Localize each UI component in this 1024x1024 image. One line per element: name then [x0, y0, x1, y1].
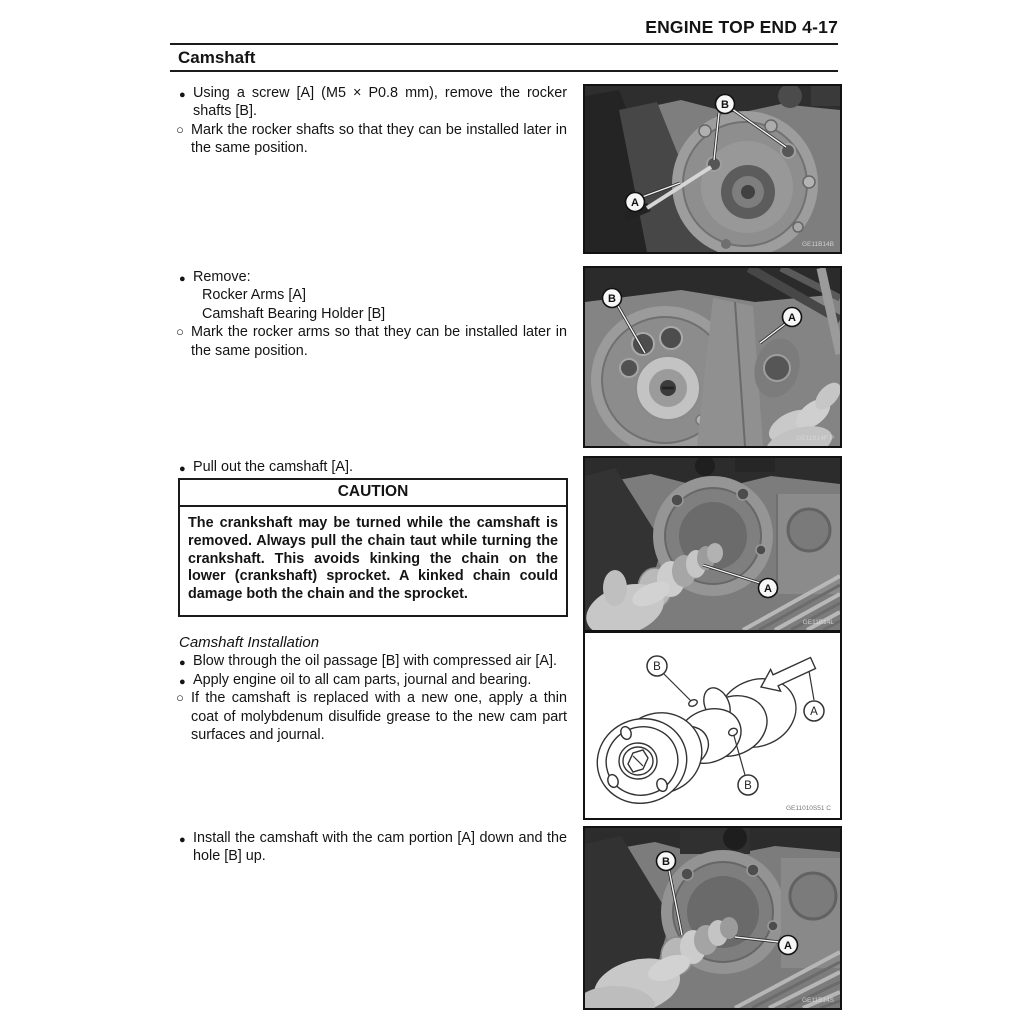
bullet-icon: ● [179, 273, 186, 285]
fig2-label-a: A [788, 312, 796, 324]
fig5-label-a: A [784, 940, 792, 952]
caution-title: CAUTION [180, 480, 566, 507]
fig2-canvas [585, 268, 840, 446]
caution-text: The crankshaft may be turned while the camshaft is removed. Always pull the chain taut while turning the crankshaft. This avoids kinking the chain on the lower (crankshaft) sprocket. A kinked chain could damage both the chain and the sprocket. [188, 515, 558, 603]
figure-camshaft-removal-photo [583, 456, 842, 632]
section-title: Camshaft [178, 48, 256, 67]
note-mark-rocker-arms-text: Mark the rocker arms so that they can be installed later in the same position. [191, 324, 567, 359]
fig4-drawing-code: GE11010S51 C [785, 805, 831, 812]
step-apply-engine-oil [178, 671, 567, 689]
fig1-label-b: B [721, 99, 729, 111]
removal-step-group-1 [178, 84, 567, 158]
page-header-title: ENGINE TOP END 4-17 [645, 17, 838, 37]
list-item-rocker-arms: Rocker Arms [A] [202, 287, 306, 304]
step-apply-engine-oil-text: Apply engine oil to all cam parts, journal and bearing. [193, 671, 532, 688]
step-remove-list-text: Remove: [193, 269, 251, 285]
fig5-photo-code: GE11B14S [801, 997, 834, 1004]
fig3-canvas [585, 458, 840, 630]
section-rule [170, 70, 838, 72]
step-blow-oil-passage-text: Blow through the oil passage [B] with compressed air [A]. [193, 653, 557, 670]
bullet-icon: ● [179, 89, 186, 101]
step-blow-oil-passage [178, 652, 567, 670]
removal-step-group-2 [178, 268, 567, 360]
fig5-engine-photo-art [585, 828, 840, 1008]
fig2-engine-photo-art [585, 268, 840, 446]
figure-rocker-shaft-removal-photo [583, 84, 842, 254]
installation-group-2 [178, 829, 567, 866]
fig1-canvas [585, 86, 840, 252]
fig1-engine-photo-art [585, 86, 840, 252]
installation-group [178, 634, 567, 744]
list-item-bearing-holder: Camshaft Bearing Holder [B] [202, 305, 386, 322]
figure-camshaft-installation-photo [583, 826, 842, 1010]
bullet-icon: ● [179, 675, 186, 688]
fig4-canvas [585, 633, 840, 818]
fig5-label-b: B [662, 856, 670, 868]
installation-heading: Camshaft Installation [179, 634, 320, 651]
step-pull-camshaft [178, 458, 567, 476]
header-rule [170, 43, 838, 45]
fig5-canvas [585, 828, 840, 1008]
fig4-label-a: A [810, 706, 818, 718]
step-install-camshaft-text: Install the camshaft with the cam portion [A] down and the hole [B] up. [193, 830, 567, 865]
caution-box [178, 478, 568, 617]
bullet-icon: ● [179, 657, 186, 670]
fig3-engine-photo-art [585, 458, 840, 630]
circle-note-icon: ○ [176, 121, 184, 137]
bullet-icon: ● [179, 463, 186, 475]
figure-camshaft-oil-passage-drawing [583, 631, 842, 820]
fig1-label-a: A [631, 197, 639, 209]
fig2-label-b: B [608, 293, 616, 305]
fig1-photo-code: GE11B14B [801, 241, 834, 248]
fig3-label-a: A [764, 583, 772, 595]
note-mark-rocker-shafts-text: Mark the rocker shafts so that they can be installed later in the same position. [191, 121, 567, 157]
fig3-photo-code: GE11B14L [802, 619, 834, 626]
step-pull-camshaft-text: Pull out the camshaft [A]. [193, 459, 353, 475]
fig4-label-b2: B [744, 780, 752, 792]
note-mark-rocker-shafts [178, 121, 567, 158]
note-mark-rocker-arms [178, 323, 567, 360]
step-remove-list [178, 268, 567, 286]
note-molybdenum-grease-text: If the camshaft is replaced with a new one, apply a thin coat of molybdenum disulfide grease to the new cam part surfaces and journal. [191, 690, 567, 744]
fig2-photo-code: GE11B14F P [796, 435, 834, 442]
removal-step-group-3 [178, 458, 567, 476]
step-install-camshaft [178, 829, 567, 866]
circle-note-icon: ○ [176, 690, 184, 706]
circle-note-icon: ○ [176, 324, 184, 340]
step-remove-rocker-shafts [178, 84, 567, 121]
bullet-icon: ● [179, 834, 186, 846]
figure-rocker-arm-removal-photo [583, 266, 842, 448]
note-molybdenum-grease [178, 689, 567, 744]
step-remove-rocker-shafts-text: Using a screw [A] (M5 × P0.8 mm), remove the rocker shafts [B]. [193, 85, 567, 120]
fig4-label-b1: B [653, 661, 661, 673]
